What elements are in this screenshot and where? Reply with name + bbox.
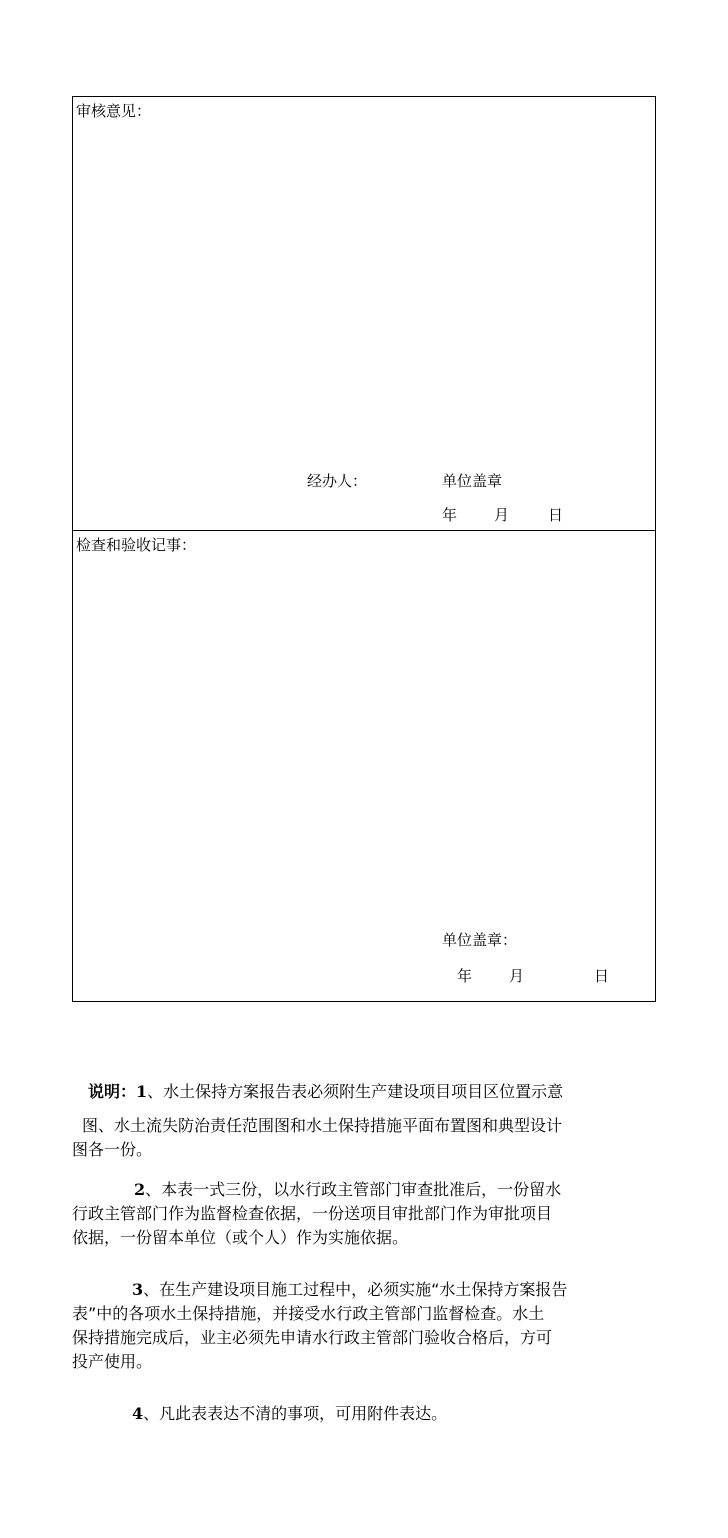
- inspection-unit-seal-label: 单位盖章：: [442, 931, 518, 949]
- note-3-number: 3: [132, 1280, 144, 1299]
- note-1-line-1: [72, 1080, 662, 1104]
- inspection-date-year: 年: [457, 967, 473, 985]
- notes-title: 说明：: [88, 1082, 137, 1101]
- date-day: 日: [548, 506, 564, 524]
- note-3-line-3: 保持措施完成后，业主必须先申请水行政主管部门验收合格后，方可: [72, 1328, 553, 1347]
- date-year: 年: [442, 506, 458, 524]
- inspection-record-cell: [73, 531, 655, 1001]
- note-3-text-1: 、在生产建设项目施工过程中，必须实施“水土保持方案报告: [143, 1280, 568, 1299]
- inspection-record-label: 检查和验收记事：: [76, 536, 197, 554]
- note-2-line-2: 行政主管部门作为监督检查依据，一份送项目审批部门作为审批项目: [72, 1204, 553, 1223]
- date-month: 月: [494, 506, 510, 524]
- note-2-line-1: [72, 1178, 662, 1202]
- note-4-number: 4: [132, 1404, 144, 1423]
- inspection-date-month: 月: [509, 967, 525, 985]
- note-2-number: 2: [134, 1180, 146, 1199]
- note-1-line-3: 图各一份。: [72, 1140, 153, 1159]
- note-4-text-1: 、凡此表表达不清的事项，可用附件表达。: [143, 1404, 448, 1423]
- note-3-line-1: [72, 1278, 662, 1302]
- approval-table: [72, 96, 656, 1002]
- handler-label: 经办人：: [307, 472, 368, 490]
- review-opinion-label: 审核意见：: [76, 102, 152, 120]
- unit-seal-label: 单位盖章: [442, 472, 503, 490]
- note-1-number: 1: [136, 1082, 148, 1101]
- note-2-text-1: 、本表一式三份，以水行政主管部门审查批准后，一份留水: [145, 1180, 562, 1199]
- note-3-line-4: 投产使用。: [72, 1352, 153, 1371]
- note-1-line-2: 图、水土流失防治责任范围图和水土保持措施平面布置图和典型设计: [82, 1116, 563, 1135]
- note-2-line-3: 依据，一份留本单位（或个人）作为实施依据。: [72, 1228, 409, 1247]
- note-4-line-1: [72, 1402, 662, 1426]
- inspection-date-day: 日: [594, 967, 610, 985]
- notes-section: [72, 1080, 662, 1426]
- note-1-text-1: 、水土保持方案报告表必须附生产建设项目项目区位置示意: [147, 1082, 564, 1101]
- review-opinion-cell: [73, 97, 655, 531]
- note-3-line-2: 表”中的各项水土保持措施，并接受水行政主管部门监督检查。水土: [72, 1304, 545, 1323]
